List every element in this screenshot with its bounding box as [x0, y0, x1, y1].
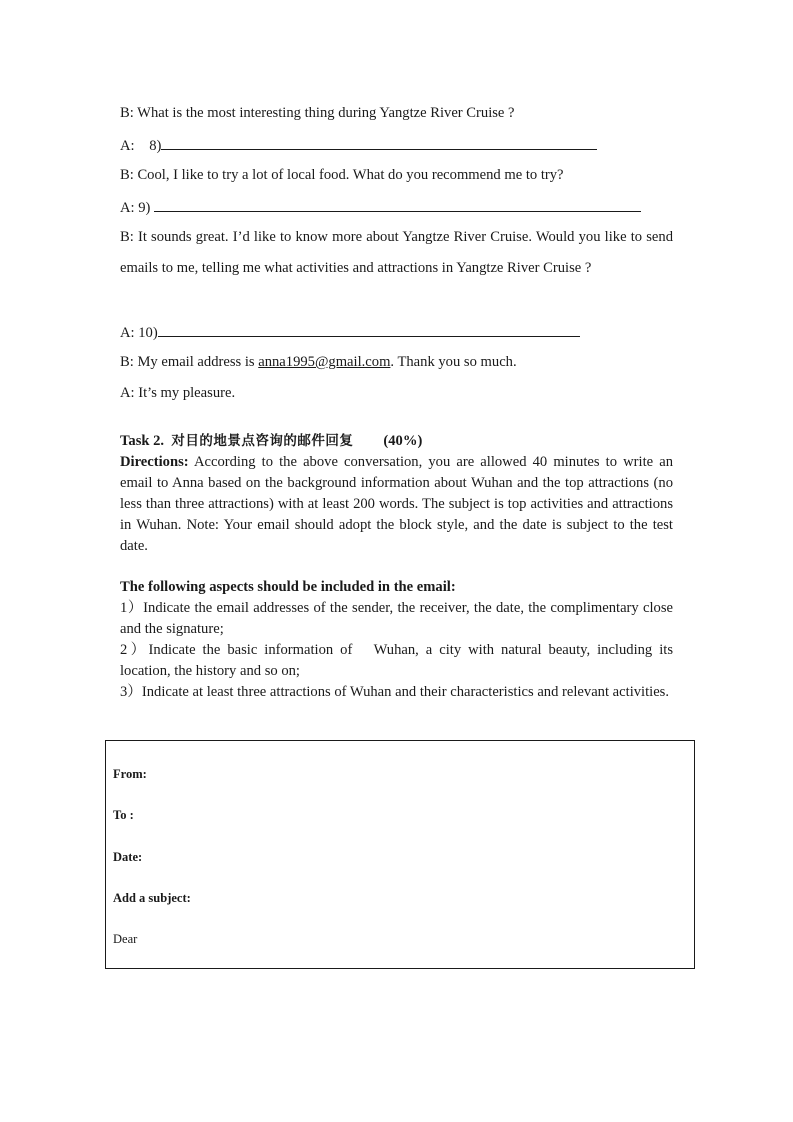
email-address-link[interactable]: anna1995@gmail.com	[258, 354, 391, 370]
dialogue-text: . Thank you so much.	[390, 354, 517, 370]
answer-blank-10[interactable]	[158, 322, 580, 337]
answer-number: 10)	[138, 325, 158, 341]
answer-number: 9)	[138, 200, 151, 216]
salutation-text: Dear	[113, 932, 138, 946]
subject-label: Add a subject:	[113, 891, 191, 905]
dialogue-line-a-final	[120, 384, 235, 402]
task-label: Task 2.	[120, 433, 165, 449]
answer-blank-9[interactable]	[154, 197, 641, 212]
directions-label: Directions:	[120, 454, 189, 470]
dialogue-line-b2	[120, 166, 564, 184]
dialogue-text: What is the most interesting thing during Yangtze River Cruise ?	[133, 105, 515, 121]
dialogue-text: Cool, I like to try a lot of local food. What do you recommend me to try?	[133, 167, 564, 183]
dialogue-line-a10	[120, 322, 580, 342]
dialogue-text: It’s my pleasure.	[134, 385, 236, 401]
aspect-item: 2）Indicate the basic information of Wuhan, a city with natural beauty, including its location, the history and so on;	[120, 642, 673, 679]
dialogue-line-b3	[120, 222, 673, 284]
date-label: Date:	[113, 850, 143, 864]
aspect-item: 1）Indicate the email addresses of the sender, the receiver, the date, the complimentary close and the signature;	[120, 600, 673, 637]
dialogue-line-b4	[120, 353, 517, 371]
to-label: To :	[113, 808, 134, 822]
aspects-heading: The following aspects should be included in the email:	[120, 579, 456, 595]
task-title: 对目的地景点咨询的邮件回复	[171, 433, 354, 449]
email-answer-box[interactable]	[105, 740, 695, 969]
directions-paragraph	[120, 452, 673, 557]
task-weight: (40%)	[383, 433, 423, 449]
dialogue-text: It sounds great. I’d like to know more about Yangtze River Cruise. Would you like to send emails to me, telling me what activities and attractions in Yangtze River Cruise ?	[120, 229, 673, 276]
answer-number: 8)	[149, 138, 162, 154]
task-heading	[120, 432, 422, 450]
dialogue-text: My email address is	[133, 354, 259, 370]
dialogue-line-a9	[120, 197, 641, 217]
dialogue-line-a8	[120, 135, 597, 155]
answer-blank-8[interactable]	[161, 135, 597, 150]
speaker: B:	[120, 229, 134, 245]
aspect-item: 3）Indicate at least three attractions of Wuhan and their characteristics and relevant activities.	[120, 684, 670, 700]
directions-text: According to the above conversation, you are allowed 40 minutes to write an email to Anna based on the background information about Wuhan and the top attractions (no less than three attractions) with at least 200 words. The subject is top activities and attractions in Wuhan. Note: Your email should adopt the block style, and the date is subject to the test date.	[120, 454, 673, 554]
aspects-list	[120, 577, 673, 703]
from-label: From:	[113, 767, 147, 781]
speaker: A:	[120, 200, 135, 216]
speaker: B:	[120, 167, 134, 183]
speaker: A:	[120, 325, 135, 341]
speaker: B:	[120, 354, 134, 370]
dialogue-line-b1	[120, 104, 515, 122]
speaker: A:	[120, 138, 135, 154]
speaker: A:	[120, 385, 135, 401]
speaker: B:	[120, 105, 134, 121]
